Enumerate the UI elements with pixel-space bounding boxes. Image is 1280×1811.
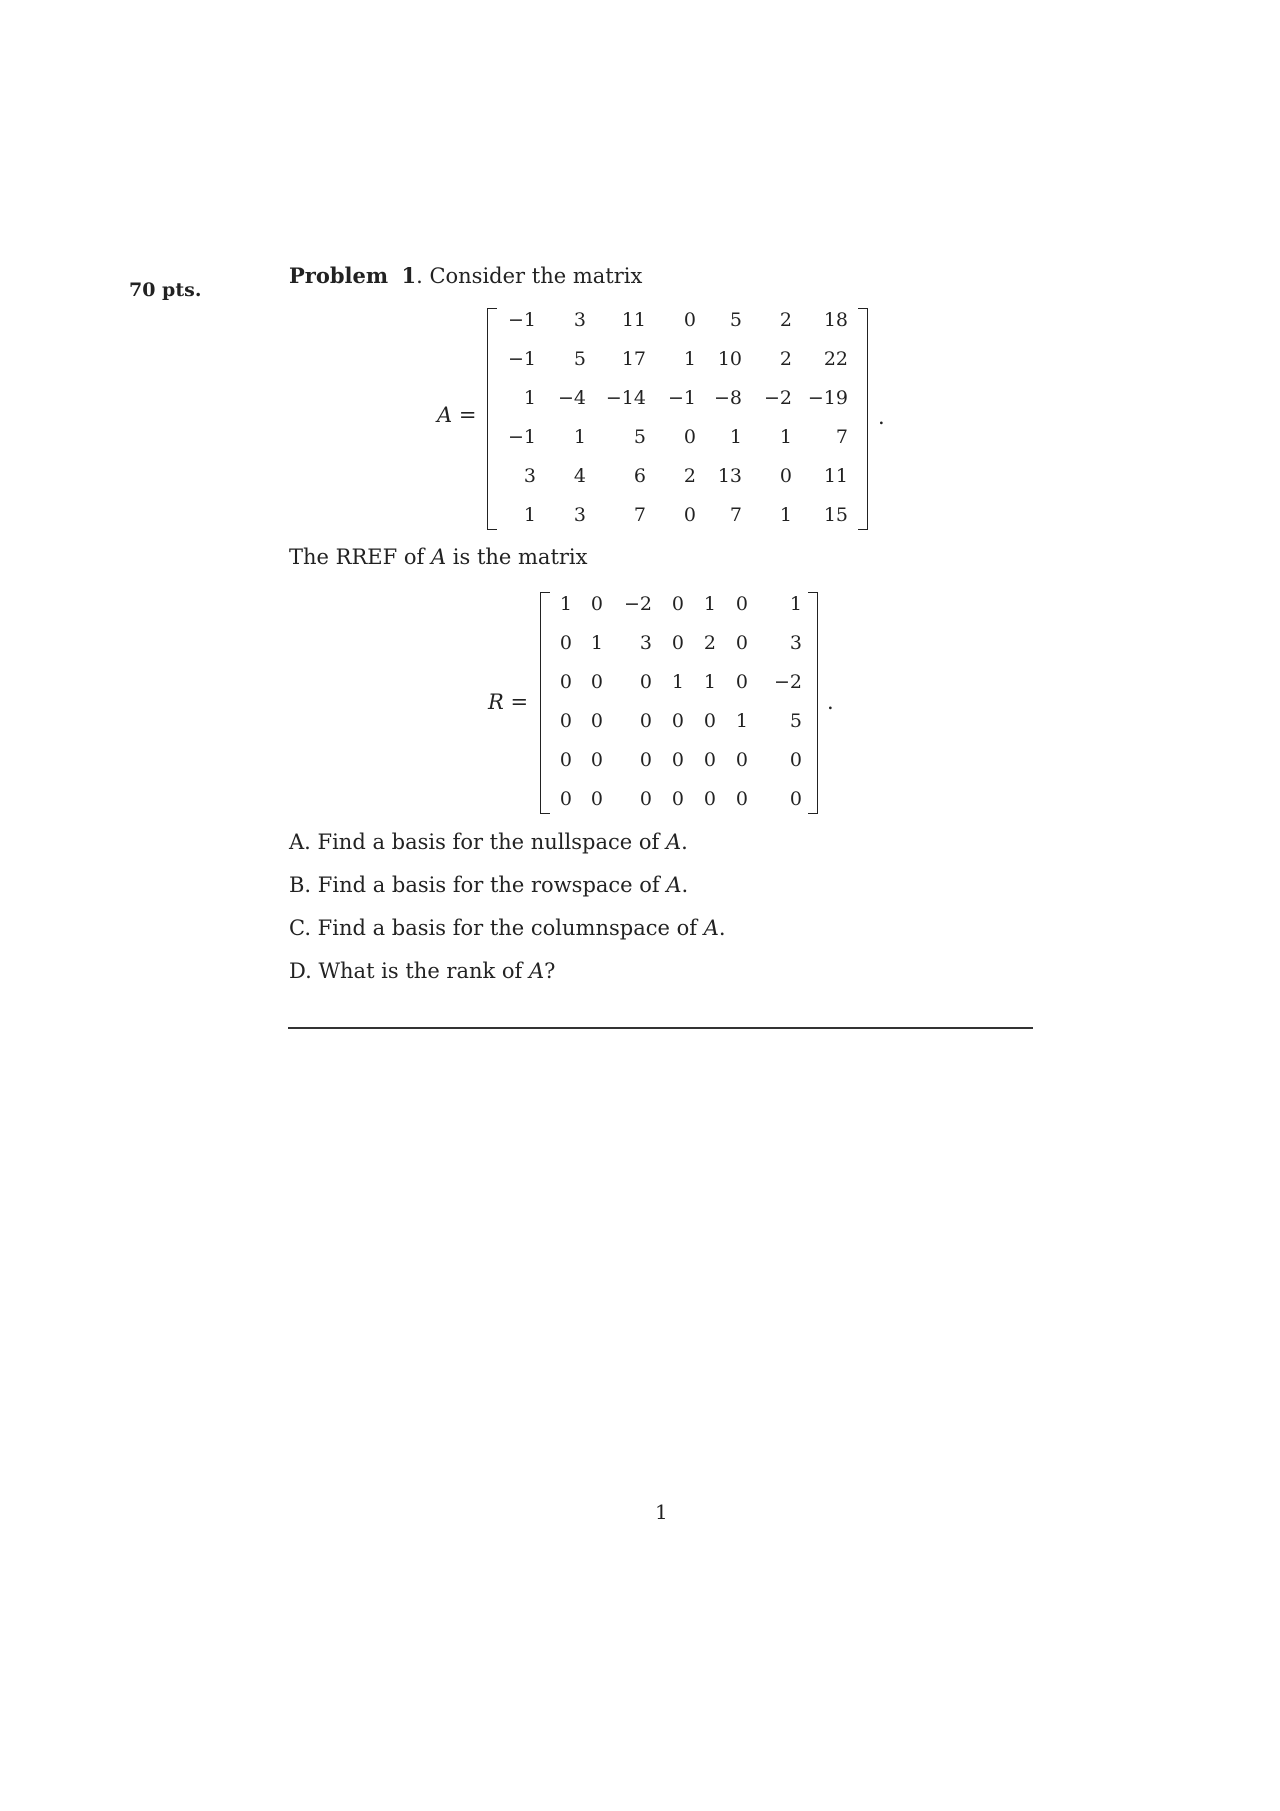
matrix-cell: 0: [683, 426, 696, 448]
matrix-a-right-bracket: [858, 308, 868, 530]
points-label: 70 pts.: [129, 279, 202, 301]
question-end: .: [681, 873, 689, 897]
matrix-cell: 5: [633, 426, 646, 448]
matrix-r: [552, 592, 802, 826]
matrix-cell: −1: [507, 426, 536, 448]
matrix-cell: 0: [683, 504, 696, 526]
question-end: ?: [544, 959, 556, 983]
matrix-cell: 0: [590, 710, 603, 732]
matrix-a-left-bracket: [487, 308, 497, 530]
matrix-cell: 6: [633, 465, 646, 487]
question-var: A: [703, 916, 719, 940]
matrix-a: [500, 308, 848, 542]
matrix-cell: 18: [823, 309, 848, 331]
matrix-cell: 0: [703, 749, 716, 771]
question-var: A: [529, 959, 545, 983]
matrix-cell: −2: [623, 593, 652, 615]
matrix-cell: 1: [590, 632, 603, 654]
matrix-cell: −8: [713, 387, 742, 409]
matrix-cell: 5: [573, 348, 586, 370]
matrix-r-label: [488, 690, 528, 714]
matrix-cell: 0: [671, 632, 684, 654]
matrix-cell: 0: [590, 671, 603, 693]
matrix-cell: 11: [823, 465, 848, 487]
matrix-cell: 0: [735, 632, 748, 654]
matrix-cell: −1: [507, 309, 536, 331]
matrix-r-name: R: [488, 690, 504, 714]
matrix-cell: 0: [590, 788, 603, 810]
matrix-cell: −19: [807, 387, 848, 409]
matrix-cell: 0: [683, 309, 696, 331]
matrix-cell: 0: [735, 788, 748, 810]
matrix-cell: 0: [590, 593, 603, 615]
question-d: [289, 959, 555, 983]
matrix-cell: 4: [573, 465, 586, 487]
matrix-cell: 17: [621, 348, 646, 370]
question-b: [289, 873, 688, 897]
matrix-cell: −4: [557, 387, 586, 409]
problem-number: 1: [401, 263, 417, 288]
matrix-cell: 0: [703, 788, 716, 810]
matrix-cell: 3: [573, 309, 586, 331]
matrix-cell: 2: [703, 632, 716, 654]
matrix-a-period: .: [878, 405, 885, 429]
question-text: A. Find a basis for the nullspace of: [289, 830, 666, 854]
matrix-cell: 7: [729, 504, 742, 526]
question-text: B. Find a basis for the rowspace of: [289, 873, 667, 897]
matrix-cell: 10: [717, 348, 742, 370]
matrix-cell: 0: [789, 749, 802, 771]
matrix-cell: 2: [779, 309, 792, 331]
matrix-cell: −14: [605, 387, 646, 409]
question-text: D. What is the rank of: [289, 959, 529, 983]
matrix-cell: 0: [639, 749, 652, 771]
matrix-cell: 0: [671, 788, 684, 810]
matrix-cell: 2: [683, 465, 696, 487]
matrix-cell: 0: [559, 788, 572, 810]
matrix-cell: 0: [671, 710, 684, 732]
matrix-cell: 1: [729, 426, 742, 448]
rref-sentence: [289, 545, 588, 569]
matrix-cell: 1: [703, 671, 716, 693]
matrix-cell: 0: [639, 671, 652, 693]
matrix-cell: 0: [639, 788, 652, 810]
matrix-cell: 1: [779, 426, 792, 448]
matrix-cell: 15: [823, 504, 848, 526]
question-var: A: [665, 830, 682, 854]
matrix-cell: 1: [573, 426, 586, 448]
matrix-cell: −1: [667, 387, 696, 409]
matrix-cell: 0: [671, 749, 684, 771]
matrix-r-left-bracket: [540, 592, 550, 814]
rref-after: is the matrix: [446, 545, 588, 569]
matrix-cell: 0: [735, 671, 748, 693]
matrix-cell: 0: [639, 710, 652, 732]
matrix-cell: 1: [735, 710, 748, 732]
matrix-cell: 1: [671, 671, 684, 693]
matrix-cell: 1: [523, 504, 536, 526]
matrix-cell: −2: [773, 671, 802, 693]
question-c: [289, 916, 726, 940]
rref-before: The RREF of: [289, 545, 431, 569]
matrix-r-right-bracket: [808, 592, 818, 814]
matrix-r-eq: =: [503, 690, 529, 714]
matrix-cell: 3: [789, 632, 802, 654]
matrix-cell: 22: [823, 348, 848, 370]
matrix-r-period: .: [827, 690, 834, 714]
page-number: 1: [655, 1500, 668, 1524]
matrix-cell: 5: [729, 309, 742, 331]
matrix-cell: 0: [559, 749, 572, 771]
matrix-cell: 0: [703, 710, 716, 732]
matrix-cell: 3: [639, 632, 652, 654]
matrix-cell: 2: [779, 348, 792, 370]
matrix-cell: 1: [683, 348, 696, 370]
matrix-cell: 0: [789, 788, 802, 810]
matrix-cell: 3: [523, 465, 536, 487]
matrix-cell: 0: [779, 465, 792, 487]
matrix-cell: 3: [573, 504, 586, 526]
matrix-a-label: [437, 403, 476, 427]
problem-label: Problem: [289, 263, 389, 288]
matrix-cell: 0: [590, 749, 603, 771]
matrix-cell: 0: [559, 671, 572, 693]
matrix-cell: 0: [671, 593, 684, 615]
matrix-cell: −2: [763, 387, 792, 409]
question-var: A: [666, 873, 682, 897]
rref-var: A: [430, 545, 447, 569]
question-end: .: [681, 830, 688, 854]
matrix-cell: 1: [703, 593, 716, 615]
horizontal-rule: [288, 1027, 1033, 1029]
question-text: C. Find a basis for the columnspace of: [289, 916, 704, 940]
matrix-cell: 13: [717, 465, 742, 487]
matrix-cell: 0: [735, 593, 748, 615]
question-a: [289, 830, 688, 854]
question-end: .: [718, 916, 726, 940]
matrix-a-eq: =: [452, 403, 477, 427]
problem-heading: [289, 263, 642, 288]
matrix-cell: 7: [633, 504, 646, 526]
matrix-cell: 7: [835, 426, 848, 448]
matrix-cell: −1: [507, 348, 536, 370]
matrix-cell: 0: [559, 632, 572, 654]
matrix-cell: 0: [735, 749, 748, 771]
matrix-a-name: A: [437, 403, 453, 427]
matrix-cell: 1: [779, 504, 792, 526]
matrix-cell: 1: [789, 593, 802, 615]
problem-intro: . Consider the matrix: [416, 264, 643, 288]
matrix-cell: 11: [621, 309, 646, 331]
matrix-cell: 5: [789, 710, 802, 732]
matrix-cell: 1: [523, 387, 536, 409]
matrix-cell: 0: [559, 710, 572, 732]
matrix-cell: 1: [559, 593, 572, 615]
